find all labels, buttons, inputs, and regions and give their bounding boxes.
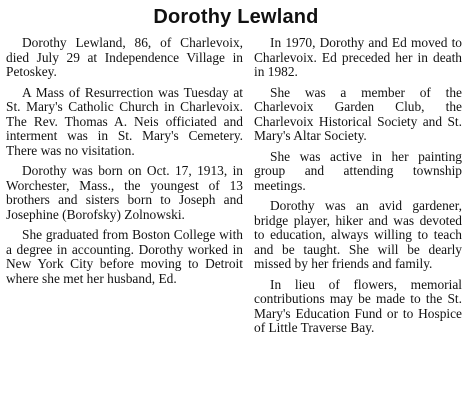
- right-column: [254, 36, 462, 342]
- paragraph-move: In 1970, Dorothy and Ed moved to Charlevoix. Ed preceded her in death in 1982.: [254, 35, 462, 79]
- left-column: [6, 36, 243, 292]
- obituary-headline: Dorothy Lewland: [153, 6, 319, 28]
- paragraph-death-notice: Dorothy Lewland, 86, of Charlevoix, died July 29 at Independence Village in Petoskey.: [6, 35, 243, 79]
- paragraph-birth: Dorothy was born on Oct. 17, 1913, in Worchester, Mass., the youngest of 13 brothers and sisters born to Joseph and Josephine (Borofsky) Zolnowski.: [6, 163, 243, 222]
- paragraph-service: A Mass of Resurrection was Tuesday at St. Mary's Catholic Church in Charlevoix. The Rev. Thomas A. Neis officiated and interment was in St. Mary's Cemetery. There was no visitation.: [6, 84, 243, 158]
- paragraph-memberships: She was a member of the Charlevoix Garden Club, the Charlevoix Historical Society and St. Mary's Altar Society.: [254, 84, 462, 143]
- paragraph-education-career: She graduated from Boston College with a degree in accounting. Dorothy worked in New York City before moving to Detroit where she met her husband, Ed.: [6, 227, 243, 286]
- paragraph-personal: Dorothy was an avid gardener, bridge player, hiker and was devoted to education, always willing to teach and be taught. She will be dearly missed by her friends and family.: [254, 198, 462, 271]
- paragraph-activities: She was active in her painting group and attending township meetings.: [254, 148, 462, 193]
- paragraph-memorials: In lieu of flowers, memorial contributions may be made to the St. Mary's Education Fund or to Hospice of Little Traverse Bay.: [254, 276, 462, 335]
